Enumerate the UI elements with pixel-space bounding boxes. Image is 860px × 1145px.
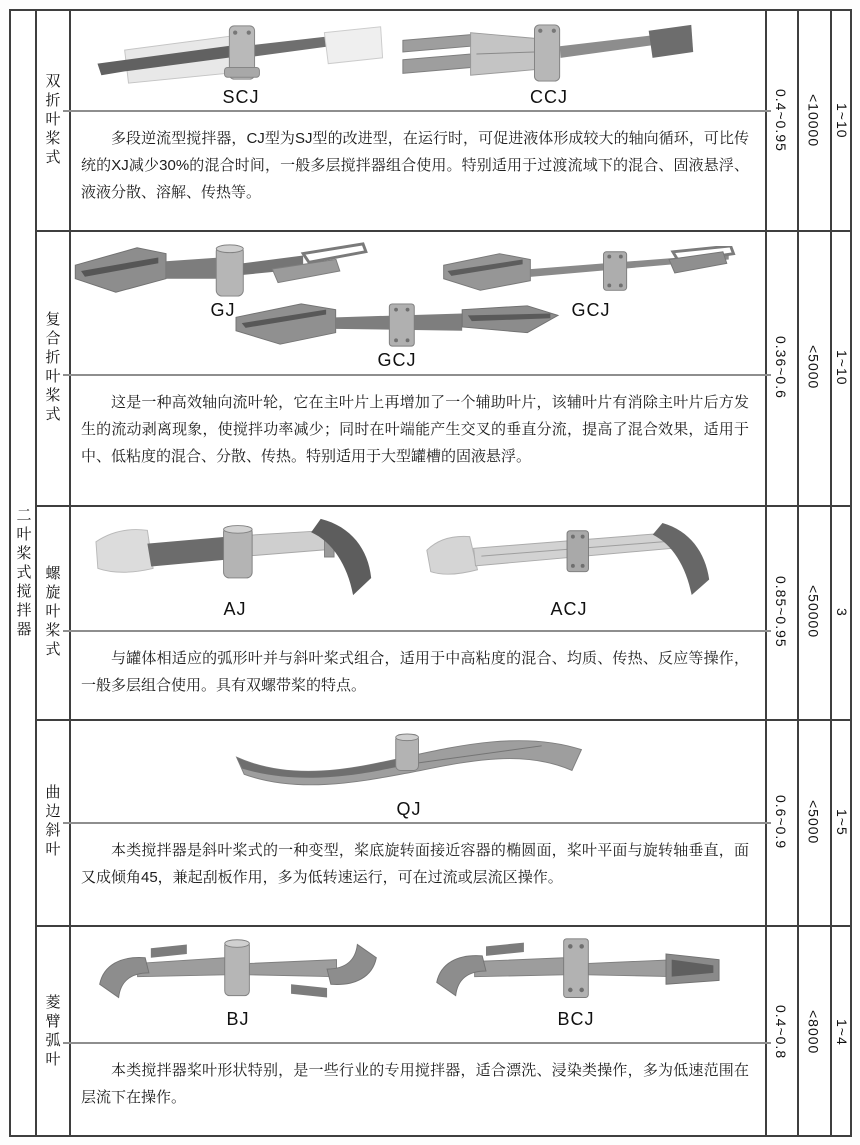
spec-col3-cell — [830, 505, 854, 719]
spec-col2-cell — [797, 719, 830, 925]
spec-col2-value: <10000 — [805, 93, 822, 148]
impeller-figure — [421, 935, 731, 1030]
spec-col3-value: 3 — [834, 607, 850, 617]
spec-col3-cell — [830, 925, 854, 1139]
row-description: 这是一种高效轴向流叶轮，它在主叶片上再增加了一个辅助叶片，该辅叶片有消除主叶片后方发生的流动剥离现象，使搅拌功率减少；同时在叶端能产生交叉的垂直分流，提高了混合效果，适用于中、低粘度的混合、分散、传热。特别适用于大型罐槽的固液悬浮。 — [81, 394, 749, 465]
impeller-caption: BJ — [226, 1009, 250, 1029]
impeller-caption: ACJ — [550, 599, 588, 619]
row-type-label: 曲边斜叶 — [43, 784, 61, 860]
impeller-caption: BCJ — [557, 1009, 595, 1029]
impeller-image-bj — [93, 935, 383, 1007]
spec-col1-value: 0.4~0.95 — [773, 89, 789, 152]
impeller-image-gj — [73, 242, 373, 298]
impeller-image-acj — [419, 523, 719, 597]
spec-col1-value: 0.36~0.6 — [773, 336, 789, 399]
impeller-image-gcj-center — [227, 302, 567, 348]
row-type-cell — [35, 925, 69, 1139]
row-type-cell — [35, 505, 69, 719]
row-description-cell — [69, 1042, 765, 1139]
spec-col1-value: 0.6~0.9 — [773, 794, 789, 850]
impeller-image-qj — [219, 725, 599, 797]
row-type-label: 螺旋叶桨式 — [43, 564, 61, 660]
spec-col1-cell — [765, 505, 797, 719]
row-type-label: 菱臂弧叶 — [43, 994, 61, 1070]
impeller-gallery — [69, 925, 765, 1042]
impeller-figure — [419, 523, 719, 620]
impeller-image-aj — [85, 517, 385, 597]
row-description-cell — [69, 822, 765, 925]
impeller-gallery — [69, 11, 765, 110]
row-type-label: 复合折叶桨式 — [43, 310, 61, 425]
impeller-figure — [95, 21, 387, 108]
spec-col2-value: <50000 — [805, 585, 822, 639]
impeller-caption: CCJ — [530, 87, 568, 107]
impeller-figure — [227, 302, 567, 371]
spec-col1-cell — [765, 719, 797, 925]
spec-col2-value: <8000 — [805, 1009, 822, 1055]
spec-col3-cell — [830, 11, 854, 230]
spec-col3-value: 1~4 — [834, 1018, 850, 1046]
impeller-image-scj — [95, 21, 387, 85]
impeller-figure — [85, 517, 385, 620]
spec-col3-cell — [830, 230, 854, 505]
spec-col2-cell — [797, 925, 830, 1139]
category-column — [11, 11, 35, 1135]
spec-col1-cell — [765, 11, 797, 230]
spec-col3-value: 1~10 — [834, 102, 850, 139]
category-label: 二叶桨式搅拌器 — [14, 506, 32, 640]
impeller-caption: GCJ — [377, 350, 417, 370]
impeller-figure — [219, 725, 599, 820]
spec-col1-cell — [765, 230, 797, 505]
table-frame — [9, 9, 852, 1137]
spec-col1-value: 0.4~0.8 — [773, 1004, 789, 1060]
impeller-caption: GJ — [210, 300, 236, 320]
impeller-caption: SCJ — [222, 87, 260, 107]
spec-col2-cell — [797, 230, 830, 505]
impeller-caption: AJ — [223, 599, 247, 619]
row-description: 与罐体相适应的弧形叶并与斜叶桨式组合，适用于中高粘度的混合、均质、传热、反应等操作，一般多层组合使用。具有双螺带桨的特点。 — [81, 650, 749, 694]
row-description: 本类搅拌器是斜叶桨式的一种变型，桨底旋转面接近容器的椭圆面，桨叶平面与旋转轴垂直，面又成倾角45，兼起刮板作用，多为低转速运行，可在过流或层流区操作。 — [81, 842, 749, 886]
impeller-gallery — [69, 505, 765, 630]
impeller-gallery — [69, 230, 765, 374]
row-type-cell — [35, 11, 69, 230]
spec-col2-cell — [797, 11, 830, 230]
impeller-image-ccj — [399, 21, 699, 85]
row-type-label: 双折叶桨式 — [43, 73, 61, 168]
row-description-cell — [69, 110, 765, 230]
impeller-gallery — [69, 719, 765, 822]
row-description-cell — [69, 374, 765, 505]
spec-col1-cell — [765, 925, 797, 1139]
row-type-cell — [35, 719, 69, 925]
impeller-caption: QJ — [396, 799, 422, 819]
row-description: 本类搅拌器桨叶形状特别，是一些行业的专用搅拌器，适合漂洗、浸染类操作，多为低速范围在层流下在操作。 — [81, 1062, 749, 1106]
row-type-cell — [35, 230, 69, 505]
row-description-cell — [69, 630, 765, 719]
impeller-image-bcj — [421, 935, 731, 1007]
spec-col1-value: 0.85~0.95 — [773, 576, 789, 648]
impeller-caption: GCJ — [571, 300, 611, 320]
impeller-figure — [93, 935, 383, 1030]
spec-col3-cell — [830, 719, 854, 925]
row-description: 多段逆流型搅拌器，CJ型为SJ型的改进型，在运行时，可促进液体形成较大的轴向循环，可比传统的XJ减少30%的混合时间，一般多层搅拌器组合使用。特别适用于过渡流域下的混合、固液悬浮、液液分散、溶解、传热等。 — [81, 130, 749, 201]
spec-col2-value: <5000 — [805, 799, 822, 845]
impeller-image-gcj — [441, 246, 741, 298]
spec-col2-value: <5000 — [805, 345, 822, 390]
impeller-figure — [399, 21, 699, 108]
spec-col2-cell — [797, 505, 830, 719]
spec-col3-value: 1~10 — [834, 349, 850, 386]
spec-col3-value: 1~5 — [834, 808, 850, 836]
